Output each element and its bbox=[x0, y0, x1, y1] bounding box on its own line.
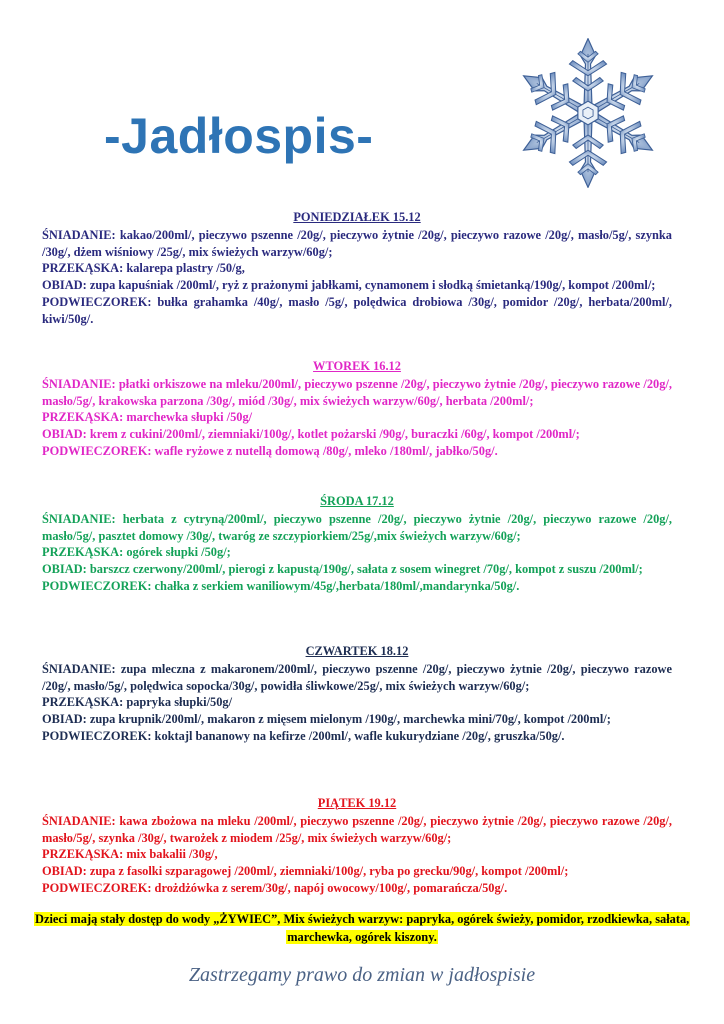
meal-lunch: OBIAD: barszcz czerwony/200ml/, pierogi z kapustą/190g/, sałata z sosem winegret /70g/, kompot z suszu /200ml/; bbox=[42, 562, 643, 577]
meal-afternoon-snack: PODWIECZOREK: drożdżówka z serem/30g/, napój owocowy/100g/, pomarańcza/50g/. bbox=[42, 880, 508, 895]
day-heading-tuesday: WTOREK 16.12 bbox=[313, 359, 401, 373]
meal-breakfast: ŚNIADANIE: zupa mleczna z makaronem/200ml/, pieczywo pszenne /20g/, pieczywo żytnie /20g/, pieczywo razowe /20g/, masło/5g/, polędwica sopocka/30g/, powidła śliwkowe/25g/, mix świeżych warzyw/60g/; bbox=[42, 661, 672, 693]
meal-snack: PRZEKĄSKA: ogórek słupki /50g/; bbox=[42, 545, 231, 560]
day-heading-wednesday: ŚRODA 17.12 bbox=[320, 494, 394, 508]
day-wednesday bbox=[42, 493, 672, 595]
meal-breakfast: ŚNIADANIE: kakao/200ml/, pieczywo pszenne /20g/, pieczywo żytnie /20g/, pieczywo razowe /20g/, masło/5g/, szynka /30g/, dżem wiśniowy /25g/, mix świeżych warzyw/60g/; bbox=[42, 227, 672, 259]
meal-breakfast: ŚNIADANIE: herbata z cytryną/200ml/, pieczywo pszenne /20g/, pieczywo żytnie /20g/, pieczywo razowe /20g/, masło/5g/, pasztet domowy /30g/, twaróg ze szczypiorkiem/25g/,mix świeżych warzyw/60g/; bbox=[42, 511, 672, 543]
meal-snack: PRZEKĄSKA: mix bakalii /30g/, bbox=[42, 847, 218, 862]
meal-breakfast: ŚNIADANIE: kawa zbożowa na mleku /200ml/, pieczywo pszenne /20g/, pieczywo żytnie /20g/, pieczywo razowe /20g/, masło/5g/, szynka /30g/, twarożek z miodem /25g/, mix świeżych warzyw/60g/; bbox=[42, 813, 672, 845]
meal-snack: PRZEKĄSKA: kalarepa plastry /50/g, bbox=[42, 261, 245, 276]
day-heading-thursday: CZWARTEK 18.12 bbox=[305, 644, 409, 658]
meal-afternoon-snack: PODWIECZOREK: koktajl bananowy na kefirze /200ml/, wafle kukurydziane /20g/, gruszka/50g/. bbox=[42, 728, 565, 743]
disclaimer-footer: Zastrzegamy prawo do zmian w jadłospisie bbox=[188, 964, 536, 986]
page-title: -Jadłospis- bbox=[104, 108, 374, 164]
meal-afternoon-snack: PODWIECZOREK: chałka z serkiem waniliowym/45g/,herbata/180ml/,mandarynka/50g/. bbox=[42, 578, 520, 593]
meal-lunch: OBIAD: zupa z fasolki szparagowej /200ml/, ziemniaki/100g/, ryba po grecku/90g/, kompot /200ml/; bbox=[42, 864, 569, 879]
meal-snack: PRZEKĄSKA: marchewka słupki /50g/ bbox=[42, 410, 253, 425]
meal-afternoon-snack: PODWIECZOREK: bułka grahamka /40g/, masło /5g/, polędwica drobiowa /30g/, pomidor /20g/, herbata/200ml/, kiwi/50g/. bbox=[42, 294, 672, 326]
day-monday bbox=[42, 209, 672, 328]
meal-snack: PRZEKĄSKA: papryka słupki/50g/ bbox=[42, 695, 233, 710]
water-notice-text: Dzieci mają stały dostęp do wody „ŻYWIEC”, Mix świeżych warzyw: papryka, ogórek świeży, pomidor, rzodkiewka, sałata, marchewka, ogórek kiszony. bbox=[35, 912, 690, 944]
day-thursday bbox=[42, 643, 672, 745]
meal-lunch: OBIAD: zupa kapuśniak /200ml/, ryż z prażonymi jabłkami, cynamonem i słodką śmietanką/190g/, kompot /200ml/; bbox=[42, 278, 656, 293]
day-tuesday bbox=[42, 358, 672, 460]
day-heading-friday: PIĄTEK 19.12 bbox=[317, 796, 397, 810]
meal-breakfast: ŚNIADANIE: płatki orkiszowe na mleku/200ml/, pieczywo pszenne /20g/, pieczywo żytnie /20g/, pieczywo razowe /20g/, masło/5g/, krakowska parzona /30g/, miód /30g/, mix świeżych warzyw/60g/, herbata /200ml/; bbox=[42, 376, 672, 408]
water-notice bbox=[34, 911, 690, 946]
day-heading-monday: PONIEDZIAŁEK 15.12 bbox=[293, 210, 421, 224]
day-friday bbox=[42, 795, 672, 897]
meal-lunch: OBIAD: zupa krupnik/200ml/, makaron z mięsem mielonym /190g/, marchewka mini/70g/, kompot /200ml/; bbox=[42, 712, 611, 727]
snowflake-icon bbox=[500, 38, 676, 188]
meal-lunch: OBIAD: krem z cukini/200ml/, ziemniaki/100g/, kotlet pożarski /90g/, buraczki /60g/, kompot /200ml/; bbox=[42, 427, 580, 442]
meal-afternoon-snack: PODWIECZOREK: wafle ryżowe z nutellą domową /80g/, mleko /180ml/, jabłko/50g/. bbox=[42, 443, 498, 458]
